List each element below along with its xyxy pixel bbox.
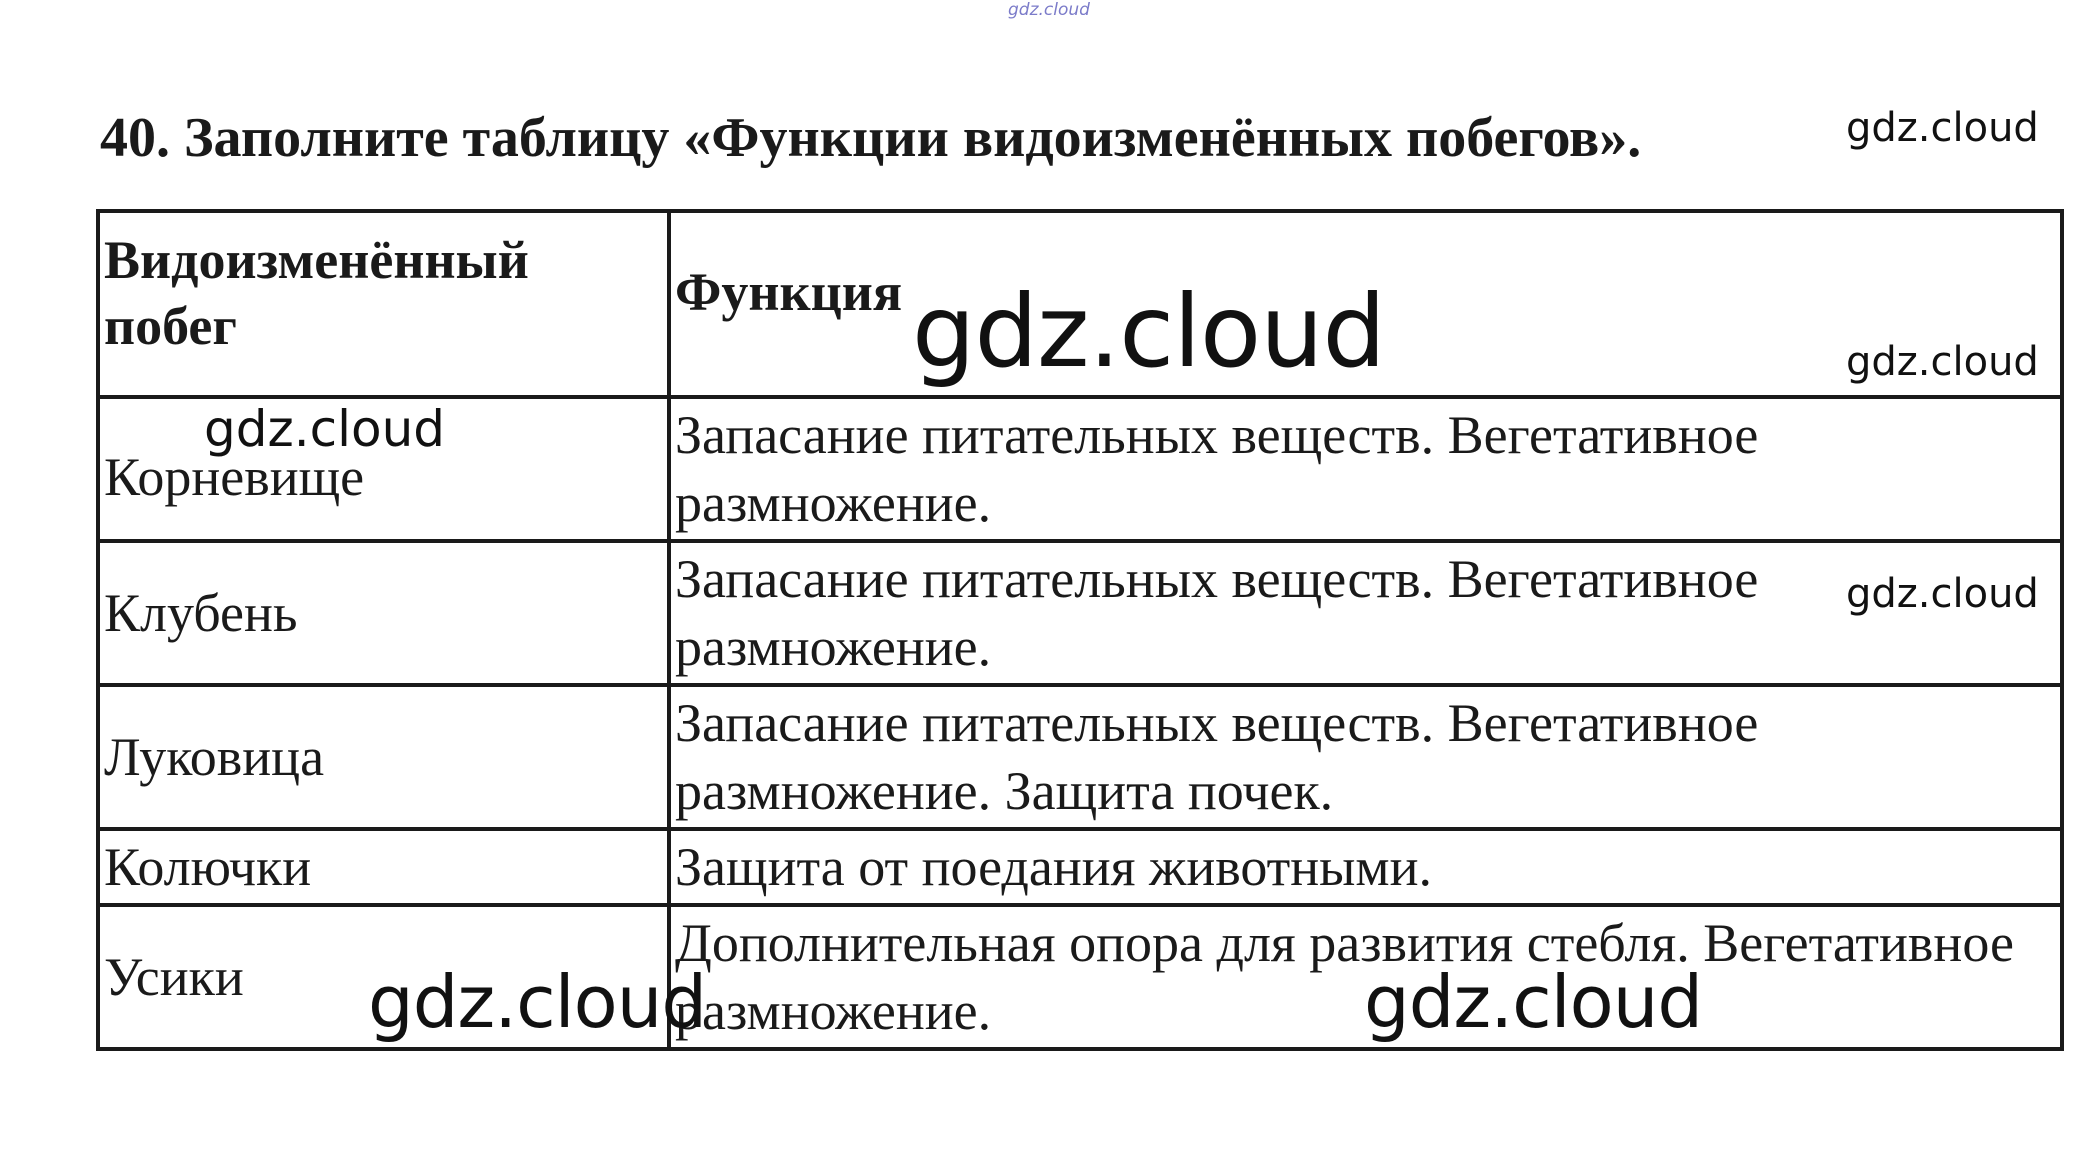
cell-function: Запасание питательных веществ. Вегетативное размножение. bbox=[669, 541, 2062, 685]
watermark-center: gdz.cloud bbox=[912, 273, 1386, 390]
table-row bbox=[98, 685, 2062, 829]
table-row bbox=[98, 541, 2062, 685]
watermark-row2: gdz.cloud bbox=[1846, 571, 2039, 617]
watermark-right-top: gdz.cloud bbox=[1846, 105, 2039, 151]
cell-shoot: Колючки bbox=[98, 829, 669, 905]
cell-function: Запасание питательных веществ. Вегетативное размножение. Защита почек. bbox=[669, 685, 2062, 829]
cell-function: Защита от поедания животными. bbox=[669, 829, 2062, 905]
cell-shoot: Корневище bbox=[98, 397, 669, 541]
cell-shoot: Луковица bbox=[98, 685, 669, 829]
header-shoot: Видоизменённый побег bbox=[98, 211, 669, 397]
header-function: Функция bbox=[669, 211, 2062, 397]
cell-shoot: Усики bbox=[98, 905, 669, 1049]
watermark-bottom-right: gdz.cloud bbox=[1364, 960, 1703, 1044]
watermark-header-right: gdz.cloud bbox=[1846, 339, 2039, 385]
cell-function: Запасание питательных веществ. Вегетативное размножение. bbox=[669, 397, 2062, 541]
cell-shoot: Клубень bbox=[98, 541, 669, 685]
cell-function: Дополнительная опора для развития стебля. Вегетативное размножение. bbox=[669, 905, 2062, 1049]
task-heading: 40. Заполните таблицу «Функции видоизменённых побегов». bbox=[100, 107, 1642, 169]
watermark-row1: gdz.cloud bbox=[204, 400, 446, 458]
watermark-bottom-left: gdz.cloud bbox=[368, 960, 707, 1044]
table-row bbox=[98, 829, 2062, 905]
watermark-top: gdz.cloud bbox=[1008, 0, 1090, 20]
